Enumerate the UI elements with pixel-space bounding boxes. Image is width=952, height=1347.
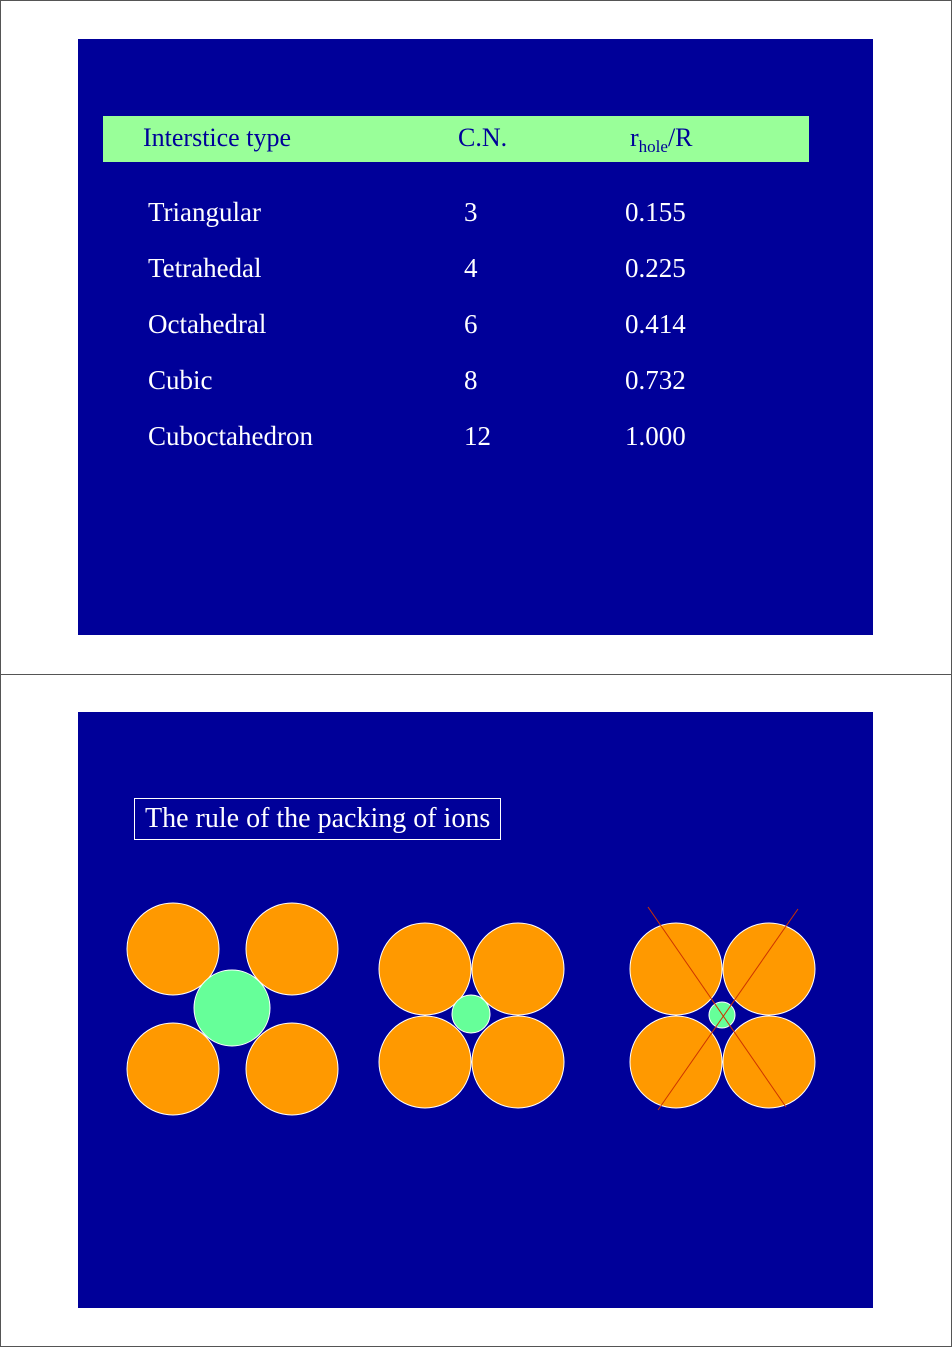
- anion-circle: [472, 1016, 564, 1108]
- row-radius-ratio: 0.155: [625, 197, 686, 227]
- packing-diagrams: [78, 712, 873, 1308]
- header-radius-ratio-sub: hole: [638, 137, 668, 156]
- header-radius-ratio-r: r: [630, 123, 639, 152]
- table-row: [78, 421, 873, 461]
- row-radius-ratio: 0.414: [625, 309, 686, 339]
- table-row: [78, 253, 873, 293]
- diagram-critical-touching: [379, 923, 564, 1108]
- diagram-stable-separated: [127, 903, 338, 1115]
- slide-interstice-table: [78, 39, 873, 635]
- row-interstice-type: Cuboctahedron: [148, 421, 313, 451]
- row-coordination-number: 3: [464, 197, 478, 227]
- row-interstice-type: Cubic: [148, 365, 213, 395]
- header-coordination-number: C.N.: [458, 123, 508, 152]
- row-coordination-number: 6: [464, 309, 478, 339]
- anion-circle: [472, 923, 564, 1015]
- anion-circle: [723, 923, 815, 1015]
- anion-circle: [246, 1023, 338, 1115]
- header-interstice-type: Interstice type: [143, 123, 291, 152]
- row-coordination-number: 4: [464, 253, 478, 283]
- row-coordination-number: 12: [464, 421, 491, 451]
- row-radius-ratio: 1.000: [625, 421, 686, 451]
- header-radius-ratio: [630, 123, 693, 157]
- row-radius-ratio: 0.732: [625, 365, 686, 395]
- table-header: [103, 116, 809, 162]
- row-interstice-type: Octahedral: [148, 309, 267, 339]
- anion-circle: [630, 1016, 722, 1108]
- anion-circle: [723, 1016, 815, 1108]
- cation-circle: [452, 995, 490, 1033]
- row-interstice-type: Tetrahedal: [148, 253, 262, 283]
- row-interstice-type: Triangular: [148, 197, 261, 227]
- anion-circle: [630, 923, 722, 1015]
- slide-title: The rule of the packing of ions: [134, 798, 501, 840]
- table-row: [78, 309, 873, 349]
- table-row: [78, 365, 873, 405]
- slide-packing-rule: [78, 712, 873, 1308]
- table-row: [78, 197, 873, 237]
- row-radius-ratio: 0.225: [625, 253, 686, 283]
- anion-circle: [379, 1016, 471, 1108]
- header-radius-ratio-tail: /R: [667, 123, 693, 152]
- page-divider: [0, 674, 952, 675]
- anion-circle: [127, 1023, 219, 1115]
- cation-circle: [194, 970, 270, 1046]
- diagram-unstable-rattling: [630, 907, 815, 1110]
- row-coordination-number: 8: [464, 365, 478, 395]
- anion-circle: [246, 903, 338, 995]
